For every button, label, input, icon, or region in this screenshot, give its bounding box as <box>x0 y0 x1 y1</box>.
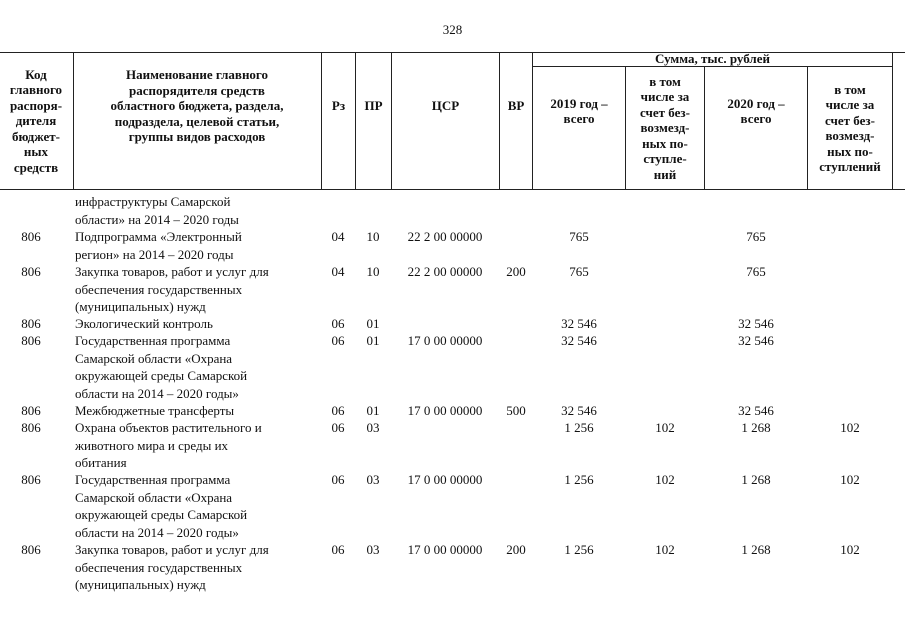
row-rz: 06 <box>331 403 345 418</box>
row-grants-2020: 102 <box>840 420 860 435</box>
row-name: инфраструктуры Самарской области» на 2014 – 2020 годы <box>75 194 239 227</box>
row-csr: 17 0 00 00000 <box>407 403 483 418</box>
row-name: Государственная программа Самарской области «Охрана окружающей среды Самарской области на 2014 – 2020 годы» <box>75 472 248 540</box>
header-2020-grants: в том числе за счет без- возмезд- ных по- ступлений <box>819 81 881 174</box>
row-sum-2020: 765 <box>746 264 766 279</box>
row-sum-2019: 32 546 <box>561 316 597 331</box>
page-number: 328 <box>442 22 463 37</box>
row-pr: 10 <box>366 229 380 244</box>
row-csr: 22 2 00 00000 <box>407 264 483 279</box>
row-sum-2019: 32 546 <box>561 403 597 418</box>
header-2020-total: 2020 год – всего <box>727 95 785 126</box>
row-rz: 06 <box>331 333 345 348</box>
row-csr: 22 2 00 00000 <box>407 229 483 244</box>
row-csr: 17 0 00 00000 <box>407 472 483 487</box>
row-pr: 03 <box>366 420 380 435</box>
row-grants-2020: 102 <box>840 472 860 487</box>
row-sum-2019: 1 256 <box>564 542 594 557</box>
row-pr: 01 <box>366 333 380 348</box>
row-name: Государственная программа Самарской области «Охрана окружающей среды Самарской области на 2014 – 2020 годы» <box>75 333 248 401</box>
row-grants-2019: 102 <box>655 472 675 487</box>
row-code: 806 <box>21 333 41 348</box>
row-grants-2019: 102 <box>655 420 675 435</box>
row-sum-2019: 1 256 <box>564 472 594 487</box>
row-sum-2019: 1 256 <box>564 420 594 435</box>
row-name: Закупка товаров, работ и услуг для обеспечения государственных (муниципальных) нужд <box>75 264 269 314</box>
row-name: Экологический контроль <box>75 316 213 331</box>
header-sum: Сумма, тыс. рублей <box>655 51 770 67</box>
row-sum-2020: 32 546 <box>738 403 774 418</box>
row-code: 806 <box>21 472 41 487</box>
header-rz: Рз <box>331 98 346 114</box>
row-sum-2020: 1 268 <box>741 472 771 487</box>
row-name: Подпрограмма «Электронный регион» на 2014 – 2020 годы <box>75 229 242 262</box>
row-vr: 200 <box>506 542 526 557</box>
row-pr: 01 <box>366 316 380 331</box>
row-sum-2020: 765 <box>746 229 766 244</box>
row-sum-2019: 765 <box>569 229 589 244</box>
row-name: Закупка товаров, работ и услуг для обеспечения государственных (муниципальных) нужд <box>75 542 269 592</box>
header-pr: ПР <box>364 98 383 114</box>
row-code: 806 <box>21 264 41 279</box>
row-pr: 03 <box>366 542 380 557</box>
row-name: Охрана объектов растительного и животного мира и среды их обитания <box>75 420 262 470</box>
header-name: Наименование главного распорядителя средств областного бюджета, раздела, подраздела, целевой статьи, группы видов расходов <box>110 67 284 145</box>
row-sum-2020: 1 268 <box>741 420 771 435</box>
row-name: Межбюджетные трансферты <box>75 403 235 418</box>
row-rz: 06 <box>331 472 345 487</box>
row-code: 806 <box>21 420 41 435</box>
row-sum-2020: 32 546 <box>738 316 774 331</box>
row-rz: 04 <box>331 264 345 279</box>
row-grants-2019: 102 <box>655 542 675 557</box>
row-pr: 01 <box>366 403 380 418</box>
row-grants-2020: 102 <box>840 542 860 557</box>
row-sum-2019: 765 <box>569 264 589 279</box>
row-pr: 10 <box>366 264 380 279</box>
row-csr: 17 0 00 00000 <box>407 333 483 348</box>
row-code: 806 <box>21 403 41 418</box>
row-code: 806 <box>21 229 41 244</box>
row-rz: 06 <box>331 420 345 435</box>
header-2019-total: 2019 год – всего <box>550 95 608 126</box>
row-sum-2020: 1 268 <box>741 542 771 557</box>
row-rz: 06 <box>331 542 345 557</box>
row-rz: 04 <box>331 229 345 244</box>
table-header <box>0 52 905 190</box>
row-csr: 17 0 00 00000 <box>407 542 483 557</box>
header-csr: ЦСР <box>431 98 460 114</box>
header-vr: ВР <box>507 98 525 114</box>
row-code: 806 <box>21 542 41 557</box>
row-pr: 03 <box>366 472 380 487</box>
header-2019-grants: в том числе за счет без- возмезд- ных по- ступле- ний <box>640 73 690 182</box>
row-sum-2020: 32 546 <box>738 333 774 348</box>
row-vr: 200 <box>506 264 526 279</box>
header-code: Код главного распоря- дителя бюджет- ных средств <box>9 66 63 175</box>
row-rz: 06 <box>331 316 345 331</box>
row-vr: 500 <box>506 403 526 418</box>
row-code: 806 <box>21 316 41 331</box>
row-sum-2019: 32 546 <box>561 333 597 348</box>
